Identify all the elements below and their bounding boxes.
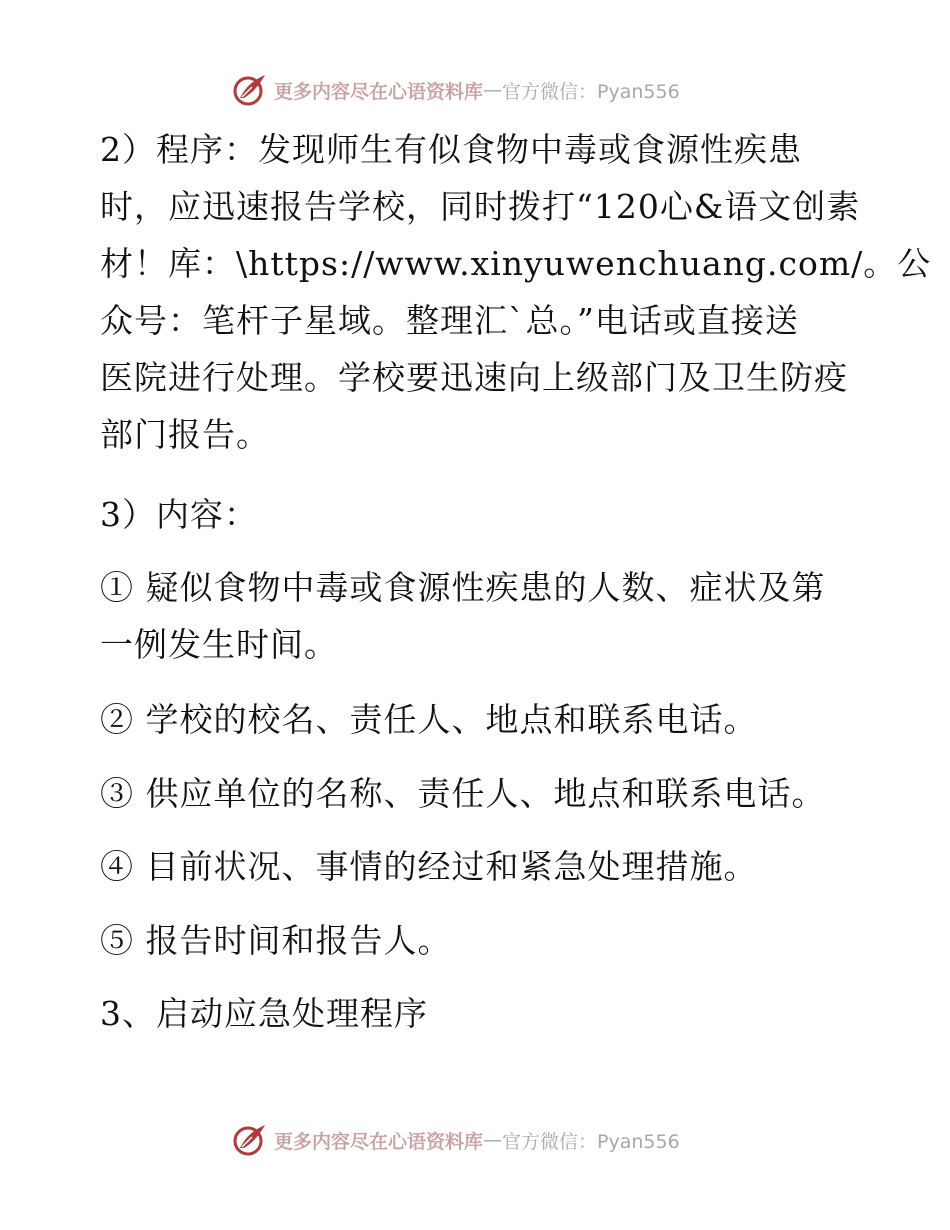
section-heading: 3）内容： — [100, 495, 258, 534]
paragraph-line: 时，应迅速报告学校，同时拨打“120心&语文创素 — [100, 187, 861, 226]
watermark-account-text: 官方微信：Pyan556 — [502, 1130, 680, 1153]
list-item-continuation: 一例发生时间。 — [100, 625, 338, 664]
paragraph-line: 部门报告。 — [100, 415, 270, 454]
list-item: ⑤ 报告时间和报告人。 — [100, 921, 452, 960]
paragraph-line: 众号：笔杆子星域。整理汇`总。”电话或直接送 — [100, 301, 799, 340]
watermark-account-text: 官方微信：Pyan556 — [502, 80, 680, 103]
quill-logo-icon — [232, 72, 268, 108]
list-item: ③ 供应单位的名称、责任人、地点和联系电话。 — [100, 774, 826, 813]
watermark-separator: — — [483, 1129, 503, 1151]
paragraph-line: 医院进行处理。学校要迅速向上级部门及卫生防疫 — [100, 358, 848, 397]
paragraph-line: 材！库：\https://www.xinyuwenchuang.com/。公 — [100, 244, 932, 283]
watermark-footer — [232, 1120, 680, 1160]
quill-logo-icon — [232, 1122, 268, 1158]
watermark-brand-text: 更多内容尽在心语资料库 — [274, 80, 484, 103]
list-item: ④ 目前状况、事情的经过和紧急处理措施。 — [100, 847, 758, 886]
watermark-brand-text: 更多内容尽在心语资料库 — [274, 1130, 484, 1153]
list-item: ② 学校的校名、责任人、地点和联系电话。 — [100, 700, 758, 739]
section-heading: 3、启动应急处理程序 — [100, 994, 428, 1033]
watermark-separator: — — [483, 79, 503, 101]
watermark-header — [232, 70, 680, 110]
list-item: ① 疑似食物中毒或食源性疾患的人数、症状及第 — [100, 568, 826, 607]
paragraph-line: 2）程序：发现师生有似食物中毒或食源性疾患 — [100, 130, 802, 169]
